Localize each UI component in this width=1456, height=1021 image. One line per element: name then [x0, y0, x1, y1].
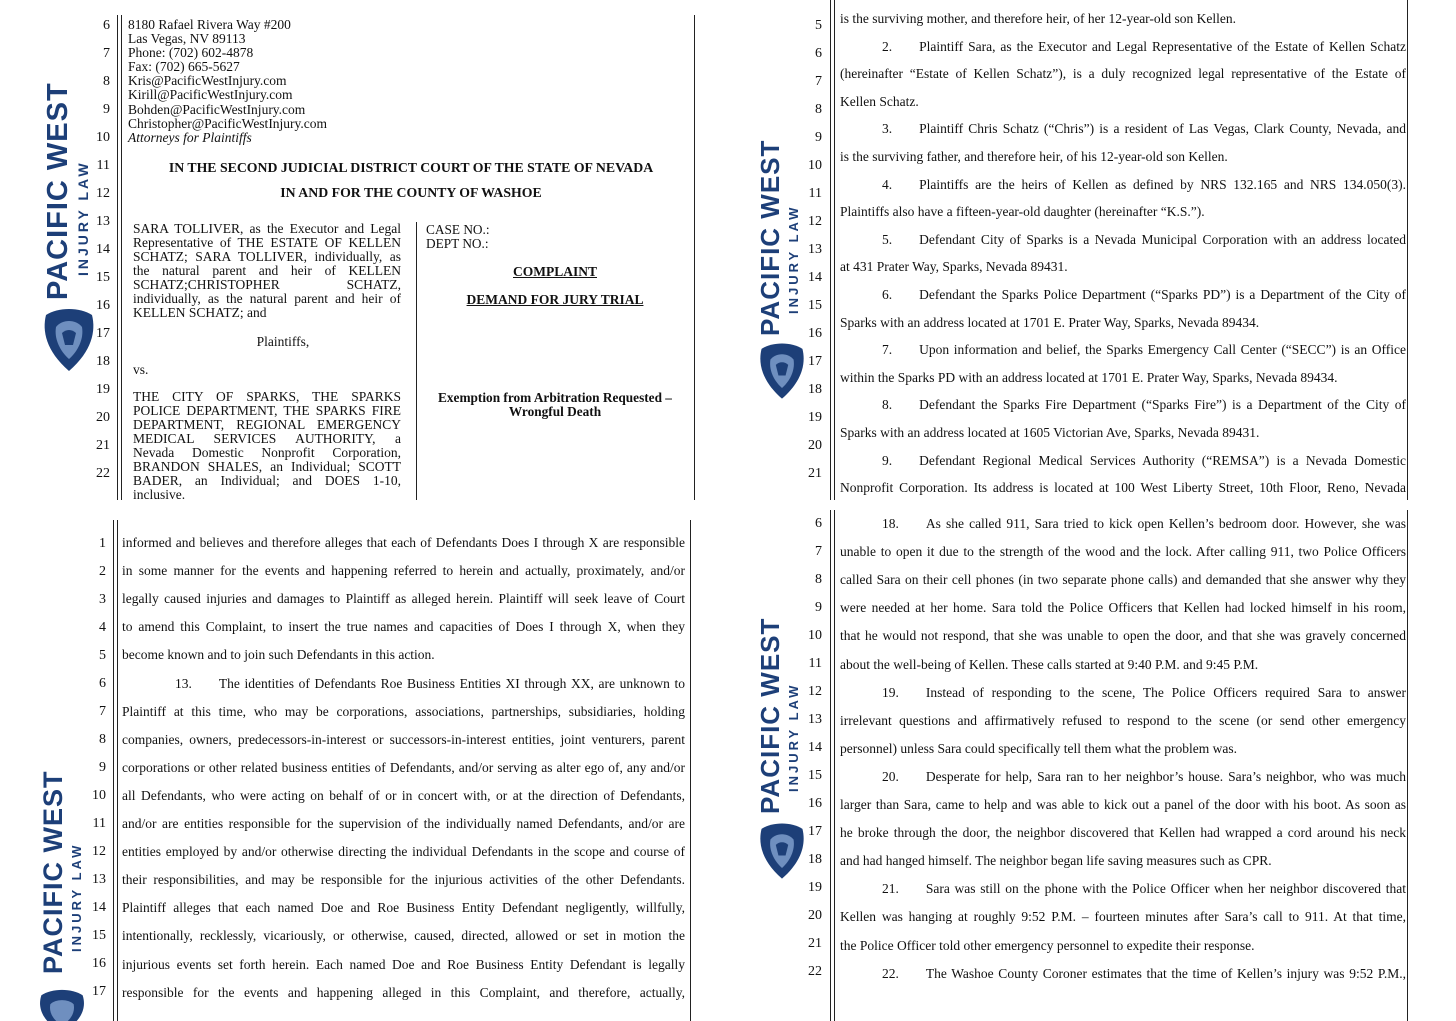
email: Bohden@PacificWestInjury.com: [128, 101, 306, 117]
line-number: 15: [92, 928, 106, 943]
line-number: 8: [815, 572, 822, 587]
line-number: 5: [815, 18, 822, 33]
line-number: 4: [99, 620, 106, 635]
body-text-line: larger than Sara, came to help and was able to kick out a panel of the door with his boot. As soon as: [840, 797, 1406, 812]
body-text-line: 20. Desperate for help, Sara ran to her neighbor’s house. Sara’s neighbor, who was much: [882, 768, 1406, 784]
body-text-line: injurious events set forth herein. Each named Doe and Roe Business Entity Defendant is legally: [122, 956, 685, 972]
line-number: 12: [808, 684, 822, 699]
logo-title: PACIFIC WEST: [755, 139, 785, 336]
body-text-line: 6. Defendant the Sparks Police Department (“Sparks PD”) is a Department of the City of: [882, 287, 1406, 302]
line-number: 17: [808, 824, 822, 839]
caption-line: Representative of THE ESTATE OF KELLEN: [133, 235, 401, 250]
line-number: 7: [103, 46, 110, 61]
page-caption: [0, 0, 728, 500]
line-number: 8: [815, 102, 822, 117]
line-number: 9: [99, 760, 106, 775]
line-number: 18: [808, 852, 822, 867]
body-text-line: the Police Officer told other emergency personnel to expedite their response.: [840, 937, 1255, 953]
line-number: 14: [808, 270, 822, 285]
line-number: 16: [92, 956, 106, 971]
body-text-line: is the surviving mother, and therefore heir, of her 12-year-old son Kellen.: [840, 11, 1237, 26]
caption-line: POLICE DEPARTMENT, THE SPARKS FIRE: [133, 403, 401, 418]
body-text-line: to amend this Complaint, to insert the true names and capacities of Does I through X, when they: [122, 619, 685, 635]
caption-line: Nevada Domestic Nonprofit Corporation,: [133, 445, 401, 460]
line-number: 19: [808, 410, 822, 425]
body-text-line: 19. Instead of responding to the scene, The Police Officers required Sara to answer: [882, 684, 1406, 700]
body-text-line: corporations or other related business entities of Defendants, and/or serving as alter ego of, any and/or: [122, 759, 685, 775]
line-number: 9: [815, 130, 822, 145]
body-text-line: become known and to join such Defendants in this action.: [122, 647, 435, 663]
line-number: 11: [92, 816, 106, 831]
caption-line: SARA TOLLIVER, as the Executor and Legal: [133, 221, 401, 236]
line-number: 3: [99, 592, 106, 607]
page-doe-defendants: [0, 510, 728, 1021]
page-parties: [728, 0, 1456, 500]
caption-line: SCHATZ; SARA TOLLIVER, individually, as: [133, 249, 401, 264]
body-text-line: he broke through the door, the neighbor discovered that Kellen had wrapped a cord around his neck: [840, 825, 1406, 841]
logo-subtitle: INJURY LAW: [69, 842, 84, 952]
caption-line: DEPARTMENT, REGIONAL EMERGENCY: [133, 417, 401, 432]
defendants-block: [133, 390, 401, 500]
body-text-line: intentionally, recklessly, vicariously, or otherwise, caused, directed, allowed or set in motion the: [122, 928, 685, 944]
body-text-line: 22. The Washoe County Coroner estimates that the time of Kellen’s injury was 9:52 P.M.,: [882, 965, 1406, 981]
line-number: 19: [808, 880, 822, 895]
line-number: 9: [815, 600, 822, 615]
body-text-line: entities employed by and/or otherwise directing the individual Defendants in the scope and course of: [122, 844, 685, 860]
attorney-address: [128, 18, 327, 145]
logo-subtitle: INJURY LAW: [786, 682, 801, 792]
line-number: 14: [808, 740, 822, 755]
jury-demand: DEMAND FOR JURY TRIAL: [466, 292, 644, 307]
line-number: 15: [808, 768, 822, 783]
line-number: 11: [808, 186, 822, 201]
line-number: 20: [808, 438, 822, 453]
body-text-line: that he would not respond, that she was unable to open the door, and that she was gravely concerned: [840, 628, 1406, 644]
body-text-line: 3. Plaintiff Chris Schatz (“Chris”) is a resident of Las Vegas, Clark County, Nevada, and: [882, 121, 1406, 137]
body-text-line: their responsibilities, and may be responsible for the injurious activities of the other Defendants.: [122, 872, 685, 888]
line-number: 8: [103, 74, 110, 89]
line-number: 15: [96, 270, 110, 285]
body-text-line: Kellen was hanging at roughly 9:52 P.M. – fourteen minutes after Sara’s call to 911. At that time,: [840, 909, 1406, 925]
body-text-line: Sparks with an address located at 1701 E. Prater Way, Sparks, Nevada 89434.: [840, 314, 1260, 330]
line-number: 18: [96, 354, 110, 369]
exemption-text: Exemption from Arbitration Requested –: [438, 390, 672, 405]
line-number: 12: [808, 214, 822, 229]
plaintiffs-label: Plaintiffs,: [256, 334, 310, 349]
body-text-line: Plaintiff at this time, who may be corporations, associations, partnerships, subsidiaries, holding: [122, 703, 685, 719]
line-number: 10: [808, 158, 822, 173]
line-number: 2: [99, 564, 106, 579]
line-number: 11: [96, 158, 110, 173]
line-number: 19: [96, 382, 110, 397]
caption-line: BADER, an Individual; and DOES 1-10,: [133, 473, 401, 488]
line-number: 13: [808, 242, 822, 257]
body-text-line: Plaintiffs also have a fifteen-year-old daughter (hereinafter “K.S.”).: [840, 204, 1205, 220]
body-text-line: all Defendants, who were acting on behalf of or in concert with, or at the direction of Defendants,: [122, 787, 685, 803]
email: Kris@PacificWestInjury.com: [128, 73, 287, 89]
line-number: 22: [808, 964, 822, 979]
line-number: 13: [96, 214, 110, 229]
line-number: 20: [96, 410, 110, 425]
body-text-line: 2. Plaintiff Sara, as the Executor and Legal Representative of the Estate of Kellen Schatz: [882, 38, 1406, 54]
line-number: 12: [96, 186, 110, 201]
line-number: 16: [808, 326, 822, 341]
court-county: IN AND FOR THE COUNTY OF WASHOE: [280, 185, 542, 200]
body-text-line: in some manner for the events and happening referred to herein and actually, proximately, and/or: [122, 563, 685, 579]
line-number: 17: [808, 354, 822, 369]
body-text-line: Nonprofit Corporation. Its address is located at 100 West Liberty Street, 10th Floor, Reno, Nevada: [840, 480, 1406, 496]
body-text-line: personnel) unless Sara could specifically tell them what the problem was.: [840, 740, 1238, 756]
email: Kirill@PacificWestInjury.com: [128, 87, 293, 103]
line-numbers: [798, 0, 822, 500]
line-number: 10: [96, 130, 110, 145]
logo-title: PACIFIC WEST: [38, 770, 68, 974]
line-number: 16: [808, 796, 822, 811]
line-number: 18: [808, 382, 822, 397]
line-number: 13: [92, 872, 106, 887]
body-text-line: informed and believes and therefore alleges that each of Defendants Does I through X are responsible: [122, 535, 685, 550]
address-line: Las Vegas, NV 89113: [128, 31, 246, 47]
line-number: 21: [96, 438, 110, 453]
lion-emblem-icon: [36, 986, 88, 1021]
line-number: 6: [815, 516, 822, 531]
body-text-line: responsible for the events and happening alleged in this Complaint, and therefore, actually,: [122, 984, 685, 1000]
body-text-line: called Sara on their cell phones (in two separate phone calls) and demanded that she answer why they: [840, 572, 1406, 588]
line-number: 10: [92, 788, 106, 803]
body-text-line: companies, owners, predecessors-in-interest or successors-in-interest entities, joint venturers, parent: [122, 731, 685, 747]
line-number: 16: [96, 298, 110, 313]
page-facts: [728, 510, 1456, 1021]
email: Christopher@PacificWestInjury.com: [128, 115, 328, 131]
address-line: 8180 Rafael Rivera Way #200: [128, 17, 291, 32]
line-number: 9: [103, 102, 110, 117]
line-number: 11: [808, 656, 822, 671]
line-number: 15: [808, 298, 822, 313]
caption-line: the natural parent and heir of KELLEN: [133, 263, 401, 278]
line-number: 17: [92, 984, 106, 999]
logo-subtitle: INJURY LAW: [786, 204, 801, 314]
body-text-line: were needed at her home. Sara told the Police Officers that Kellen had locked himself in his room,: [840, 600, 1406, 616]
line-number: 1: [99, 536, 106, 551]
line-number: 6: [815, 46, 822, 61]
line-number: 10: [808, 628, 822, 643]
body-text-line: about the well-being of Kellen. These calls started at 9:40 P.M. and 9:45 P.M.: [840, 656, 1259, 672]
dept-number: DEPT NO.:: [426, 236, 489, 251]
body-text-line: 8. Defendant the Sparks Fire Department (“Sparks Fire”) is a Department of the City of: [882, 397, 1406, 413]
body-text-line: and/or are entities responsible for the supervision of the individually named Defendants, and/or are: [122, 816, 685, 831]
body-text-line: 7. Upon information and belief, the Sparks Emergency Call Center (“SECC”) is an Office: [882, 342, 1406, 358]
body-text-line: Sparks with an address located at 1605 Victorian Ave, Sparks, Nevada 89431.: [840, 425, 1260, 440]
line-number: 7: [815, 74, 822, 89]
caption-line: KELLEN SCHATZ; and: [133, 305, 267, 320]
body-text-line: 13. The identities of Defendants Roe Business Entities XI through XX, are unknown to: [175, 675, 685, 691]
line-number: 17: [96, 326, 110, 341]
line-number: 22: [96, 466, 110, 481]
line-number: 21: [808, 466, 822, 481]
body-text-line: and had hanged himself. The neighbor began life saving measures such as CPR.: [840, 853, 1272, 869]
line-number: 8: [99, 732, 106, 747]
body-text-line: (hereinafter “Estate of Kellen Schatz”), is a duly recognized legal representative of the Estate of: [840, 66, 1406, 82]
body-text-line: Kellen Schatz.: [840, 93, 919, 109]
caption-line: individually, as the natural parent and heir of: [133, 291, 401, 306]
logo-subtitle: INJURY LAW: [75, 160, 91, 276]
logo-title: PACIFIC WEST: [755, 617, 785, 814]
fax: Fax: (702) 665-5627: [128, 59, 240, 75]
exemption-text: Wrongful Death: [508, 404, 602, 419]
versus: vs.: [133, 362, 149, 377]
logo-title: PACIFIC WEST: [42, 82, 74, 300]
line-number: 7: [815, 544, 822, 559]
line-number: 5: [99, 648, 106, 663]
caption-line: inclusive.: [133, 487, 186, 500]
body-text-line: 5. Defendant City of Sparks is a Nevada Municipal Corporation with an address located: [882, 231, 1406, 247]
line-number: 6: [99, 676, 106, 691]
body-text-line: is the surviving father, and therefore heir, of his 12-year-old son Kellen.: [840, 149, 1228, 164]
case-number: CASE NO.:: [426, 222, 490, 237]
phone: Phone: (702) 602-4878: [128, 45, 254, 61]
caption-line: THE CITY OF SPARKS, THE SPARKS: [133, 389, 401, 404]
line-number: 13: [808, 712, 822, 727]
line-number: 14: [92, 900, 106, 915]
line-numbers: [86, 0, 110, 500]
line-number: 21: [808, 936, 822, 951]
line-number: 7: [99, 704, 106, 719]
body-text-line: at 431 Prater Way, Sparks, Nevada 89431.: [840, 259, 1068, 275]
line-numbers: [798, 510, 822, 1021]
body-text-line: unable to open it due to the strength of the wood and the lock. After calling 911, two Police Officers: [840, 544, 1406, 560]
body-text-line: 9. Defendant Regional Medical Services Authority (“REMSA”) is a Nevada Domestic: [882, 452, 1406, 468]
body-text-line: Plaintiff alleges that each named Doe and Roe Business Entity Defendant negligently, willfully,: [122, 900, 685, 916]
caption-line: MEDICAL SERVICES AUTHORITY, a: [133, 431, 401, 446]
attorneys-for: Attorneys for Plaintiffs: [128, 129, 252, 145]
body-text-line: legally caused injuries and damages to Plaintiff as alleged herein. Plaintiff will seek leave of Court: [122, 591, 685, 607]
line-number: 20: [808, 908, 822, 923]
body-text-line: 18. As she called 911, Sara tried to kick open Kellen’s bedroom door. However, she was: [882, 516, 1406, 531]
body-text-line: 21. Sara was still on the phone with the Police Officer when her neighbor discovered that: [882, 881, 1406, 897]
complaint-title: COMPLAINT: [513, 264, 597, 279]
body-text-line: 4. Plaintiffs are the heirs of Kellen as defined by NRS 132.165 and NRS 134.050(3).: [882, 176, 1406, 192]
caption-line: BRANDON SHALES, an Individual; SCOTT: [133, 459, 401, 474]
line-number: 6: [103, 18, 110, 33]
caption-line: SCHATZ;CHRISTOPHER SCHATZ,: [133, 277, 401, 292]
body-text-line: irrelevant questions and affirmatively refused to respond to the scene (or send other emergency: [840, 712, 1406, 728]
plaintiffs-block: [133, 222, 401, 320]
line-numbers: [82, 510, 106, 1021]
body-text-line: within the Sparks PD with an address located at 1701 E. Prater Way, Sparks, Nevada 89434.: [840, 369, 1338, 385]
line-number: 14: [96, 242, 110, 257]
court-name: IN THE SECOND JUDICIAL DISTRICT COURT OF THE STATE OF NEVADA: [168, 160, 654, 175]
line-number: 12: [92, 844, 106, 859]
